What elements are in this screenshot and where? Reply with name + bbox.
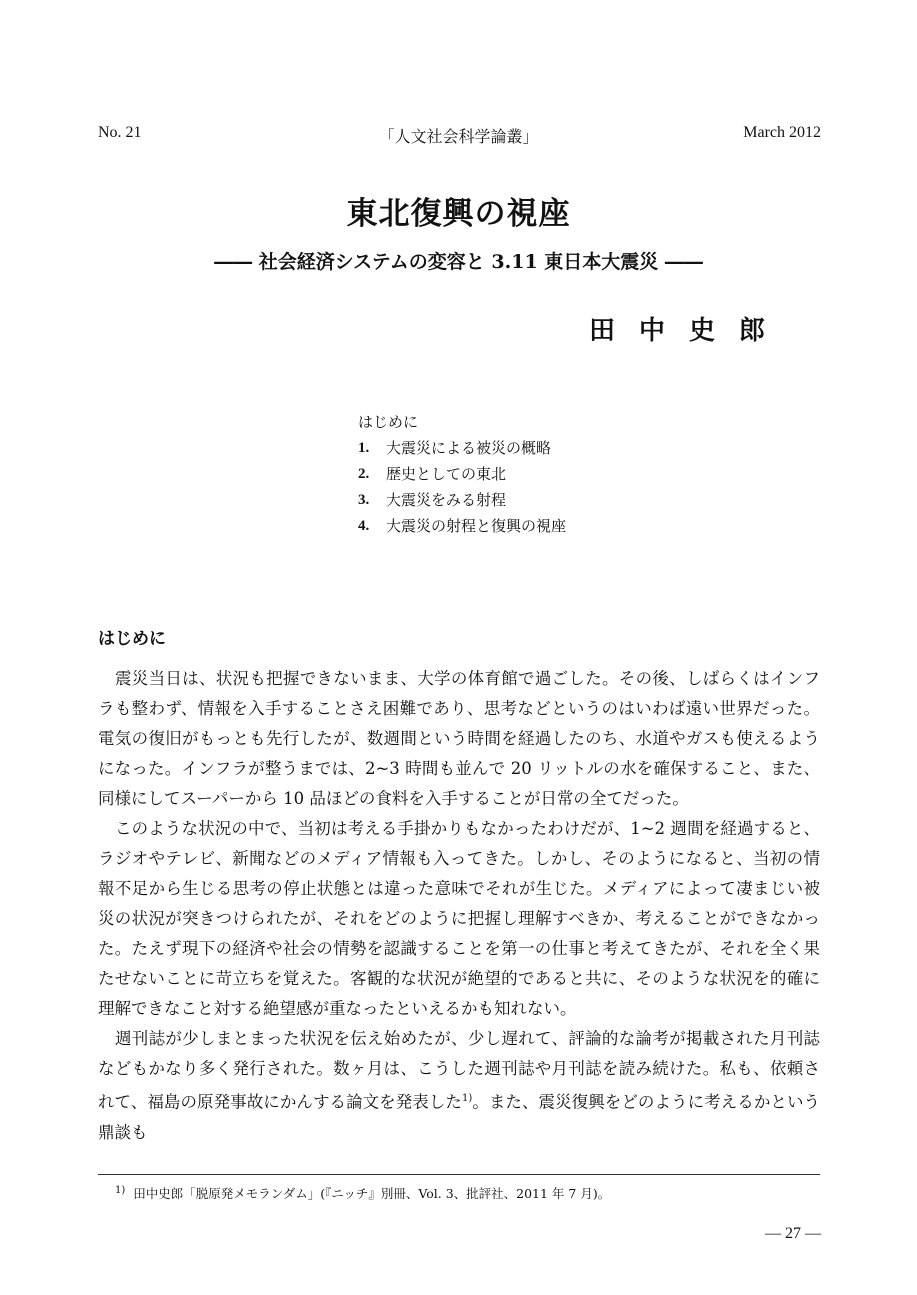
footnote-text: 田中史郎「脱原発メモランダム」(『ニッチ』別冊、Vol. 3、批評社、2011 年 7 月)。: [133, 1186, 611, 1201]
toc-intro: はじめに: [358, 413, 419, 431]
journal-number: No. 21: [98, 124, 142, 141]
toc-item: [358, 513, 566, 539]
table-of-contents: [358, 409, 566, 539]
paper-subtitle: ―― 社会経済システムの変容と 3.11 東日本大震災 ――: [214, 251, 703, 273]
toc-item-number: 1.: [358, 440, 370, 456]
footnote-marker: 1): [115, 1184, 126, 1196]
footnote-divider: [98, 1174, 820, 1175]
section-heading: はじめに: [98, 629, 166, 649]
toc-item-label: 歴史としての東北: [386, 465, 507, 483]
paragraph-text: 週刊誌が少しまとまった状況を伝え始めたが、少し遅れて、評論的な論考が掲載された月刊誌などもかなり多く発行された。数ヶ月は、こうした週刊誌や月刊誌を読み続けた。私も、依頼されて、福島の原発事故にかんする論文を発表した: [98, 1029, 820, 1112]
toc-item-number: 4.: [358, 518, 370, 534]
author-name: 田中史郎: [588, 316, 789, 346]
toc-item-number: 3.: [358, 492, 370, 508]
toc-item-number: 2.: [358, 466, 370, 482]
paragraph: このような状況の中で、当初は考える手掛かりもなかったわけだが、1~2 週間を経過すると、ラジオやテレビ、新聞などのメディア情報も入ってきた。しかし、そのようになると、当初の情報不足から生じる思考の停止状態とは違った意味でそれが生じた。メディアによって凄まじい被災の状況が突きつけられたが、それをどのように把握し理解すべきか、考えることができなかった。たえず現下の経済や社会の情勢を認識することを第一の仕事と考えてきたが、それを全く果たせないことに苛立ちを覚えた。客観的な状況が絶望的であると共に、そのような状況を的確に理解できなこと対する絶望感が重なったといえるかも知れない。: [98, 819, 820, 1018]
journal-name: 「人文社会科学論叢」: [378, 129, 539, 146]
toc-item-label: 大震災の射程と復興の視座: [386, 517, 567, 535]
toc-item: [358, 487, 566, 513]
toc-item-label: 大震災をみる射程: [386, 491, 507, 509]
paragraph-text-tail: 。また、震災復興をどのように考えるかという鼎談も: [98, 1092, 821, 1142]
body-text: [98, 664, 820, 1148]
issue-date: March 2012: [743, 124, 821, 141]
paper-title: 東北復興の視座: [346, 196, 571, 232]
toc-item: [358, 435, 566, 461]
footnote-ref: 1): [461, 1093, 473, 1104]
paragraph: [98, 1024, 820, 1148]
paragraph: 震災当日は、状況も把握できないまま、大学の体育館で過ごした。その後、しばらくはインフラも整わず、情報を入手することさえ困難であり、思考などというのはいわば遠い世界だった。電気の復旧がもっとも先行したが、数週間という時間を経過したのち、水道やガスも使えるようになった。インフラが整うまでは、2~3 時間も並んで 20 リットルの水を確保すること、また、同様にしてスーパーから 10 品ほどの食料を入手することが日常の全てだった。: [98, 669, 820, 808]
toc-item-label: 大震災による被災の概略: [386, 439, 552, 457]
page-number: ― 27 ―: [765, 1225, 821, 1242]
toc-item: [358, 461, 566, 487]
footnote: [115, 1184, 610, 1202]
